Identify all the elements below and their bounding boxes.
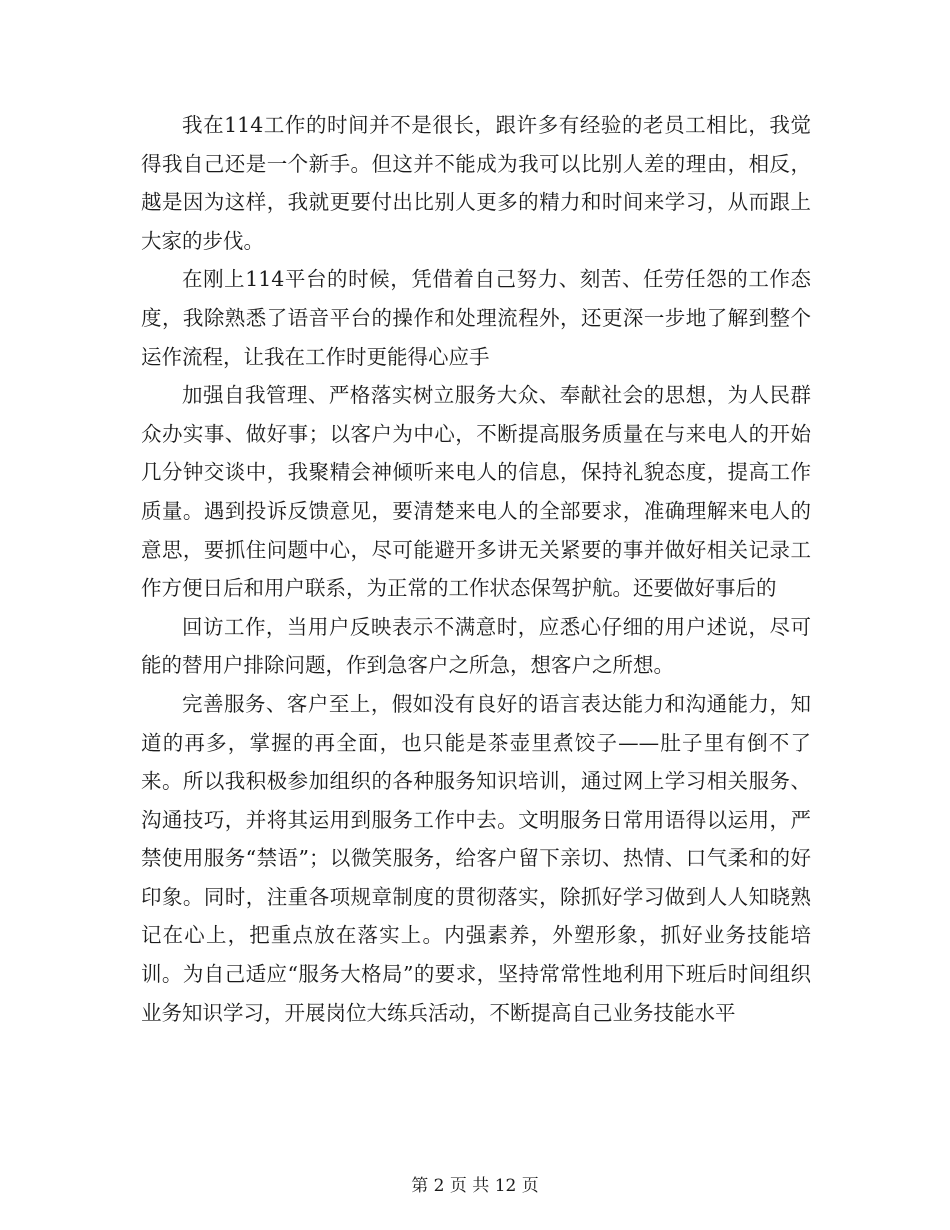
- document-body: [141, 106, 811, 1032]
- paragraph-5: 完善服务、客户至上，假如没有良好的语言表达能力和沟通能力，知道的再多，掌握的再全面，也只能是茶壶里煮饺子——肚子里有倒不了来。所以我积极参加组织的各种服务知识培训，通过网上学习相关服务、沟通技巧，并将其运用到服务工作中去。文明服务日常用语得以运用，严禁使用服务“禁语”；以微笑服务，给客户留下亲切、热情、口气柔和的好印象。同时，注重各项规章制度的贯彻落实，除抓好学习做到人人知晓熟记在心上，把重点放在落实上。内强素养，外塑形象，抓好业务技能培训。为自己适应“服务大格局”的要求，坚持常常性地利用下班后时间组织业务知识学习，开展岗位大练兵活动，不断提高自己业务技能水平: [141, 691, 811, 1025]
- paragraph-4: 回访工作，当用户反映表示不满意时，应悉心仔细的用户述说，尽可能的替用户排除问题，作到急客户之所急，想客户之所想。: [141, 614, 811, 678]
- paragraph-3: 加强自我管理、严格落实树立服务大众、奉献社会的思想，为人民群众办实事、做好事；以客户为中心，不断提高服务质量在与来电人的开始几分钟交谈中，我聚精会神倾听来电人的信息，保持礼貌态度，提高工作质量。遇到投诉反馈意见，要清楚来电人的全部要求，准确理解来电人的意思，要抓住问题中心，尽可能避开多讲无关紧要的事并做好相关记录工作方便日后和用户联系，为正常的工作状态保驾护航。还要做好事后的: [141, 383, 811, 601]
- paragraph-1: 我在114工作的时间并不是很长，跟许多有经验的老员工相比，我觉得我自己还是一个新手。但这并不能成为我可以比别人差的理由，相反，越是因为这样，我就更要付出比别人更多的精力和时间来学习，从而跟上大家的步伐。: [141, 113, 811, 253]
- paragraph-2: 在刚上114平台的时候，凭借着自己努力、刻苦、任劳任怨的工作态度，我除熟悉了语音平台的操作和处理流程外，还更深一步地了解到整个运作流程，让我在工作时更能得心应手: [141, 267, 811, 369]
- page-number-footer: 第 2 页 共 12 页: [411, 1176, 539, 1196]
